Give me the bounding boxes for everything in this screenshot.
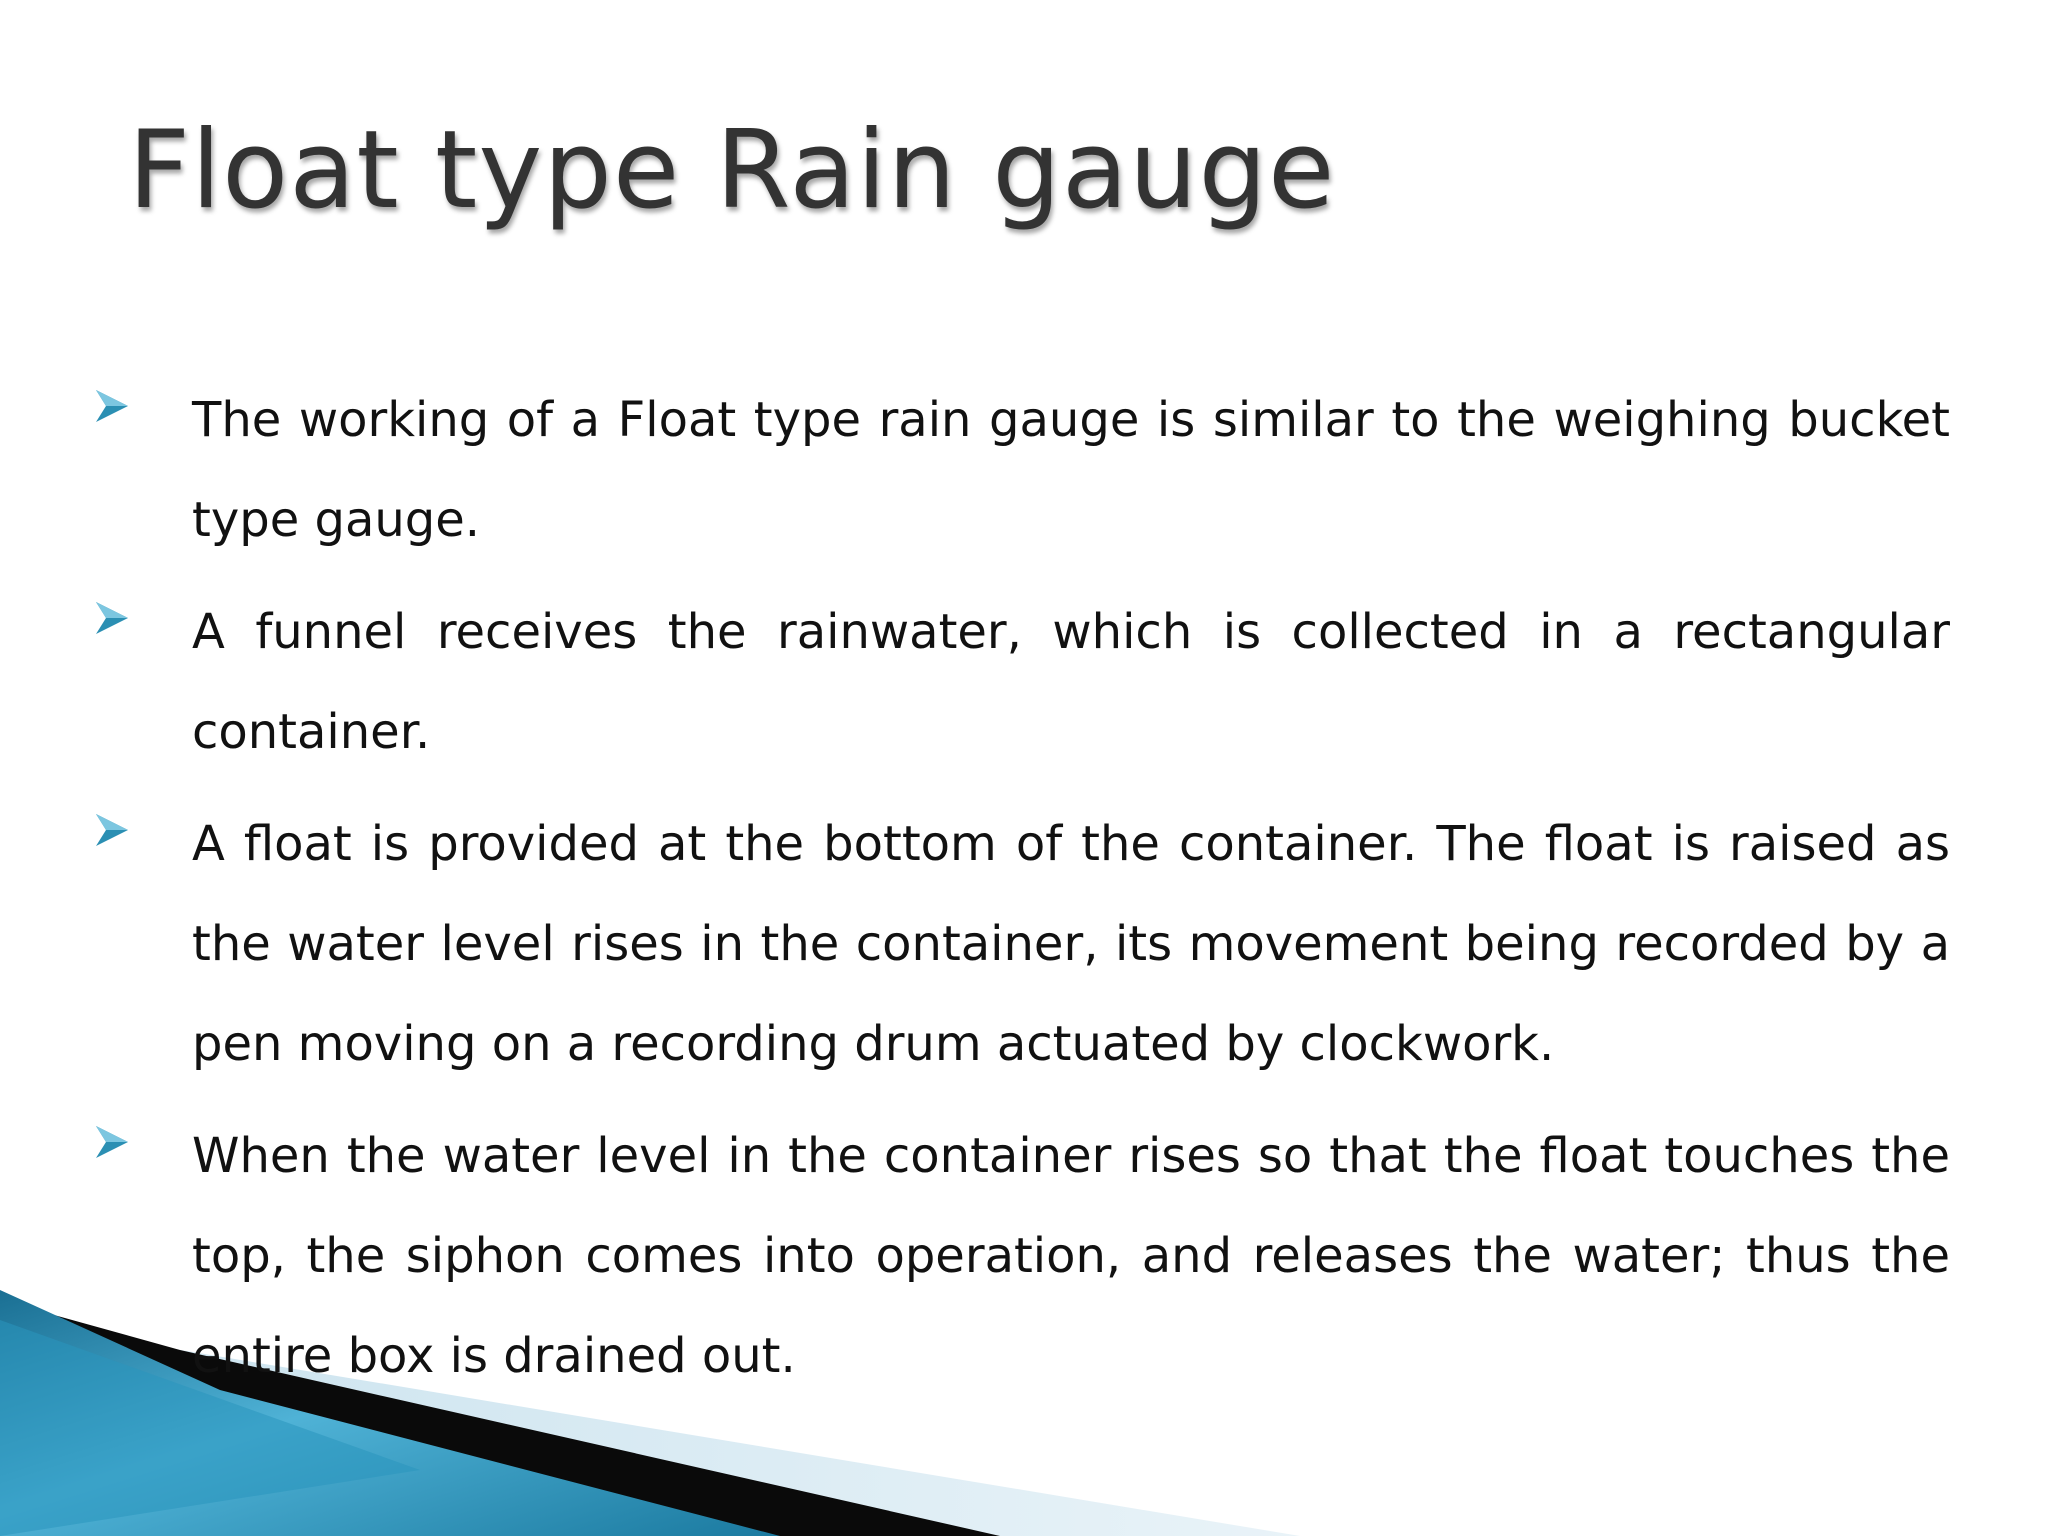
arrow-bullet-icon bbox=[94, 812, 130, 848]
arrow-bullet-icon bbox=[94, 1124, 130, 1160]
bullet-item bbox=[0, 582, 2048, 782]
bullet-text: A float is provided at the bottom of the container. The float is raised as the water level rises in the container, its movement being recorded by a pen moving on a recording drum actuated by clockwork. bbox=[192, 816, 1950, 1072]
arrow-bullet-icon bbox=[94, 388, 130, 424]
slide-title: Float type Rain gauge bbox=[128, 108, 1336, 233]
bullet-item bbox=[0, 370, 2048, 570]
bullet-list bbox=[0, 370, 2048, 1418]
bullet-item bbox=[0, 1106, 2048, 1406]
bullet-text: The working of a Float type rain gauge is similar to the weighing bucket type gauge. bbox=[192, 392, 1950, 548]
bullet-text: A funnel receives the rainwater, which is collected in a rectangular container. bbox=[192, 604, 1950, 760]
bullet-text: When the water level in the container rises so that the float touches the top, the siphon comes into operation, and releases the water; thus the entire box is drained out. bbox=[192, 1128, 1950, 1384]
arrow-bullet-icon bbox=[94, 600, 130, 636]
bullet-item bbox=[0, 794, 2048, 1094]
